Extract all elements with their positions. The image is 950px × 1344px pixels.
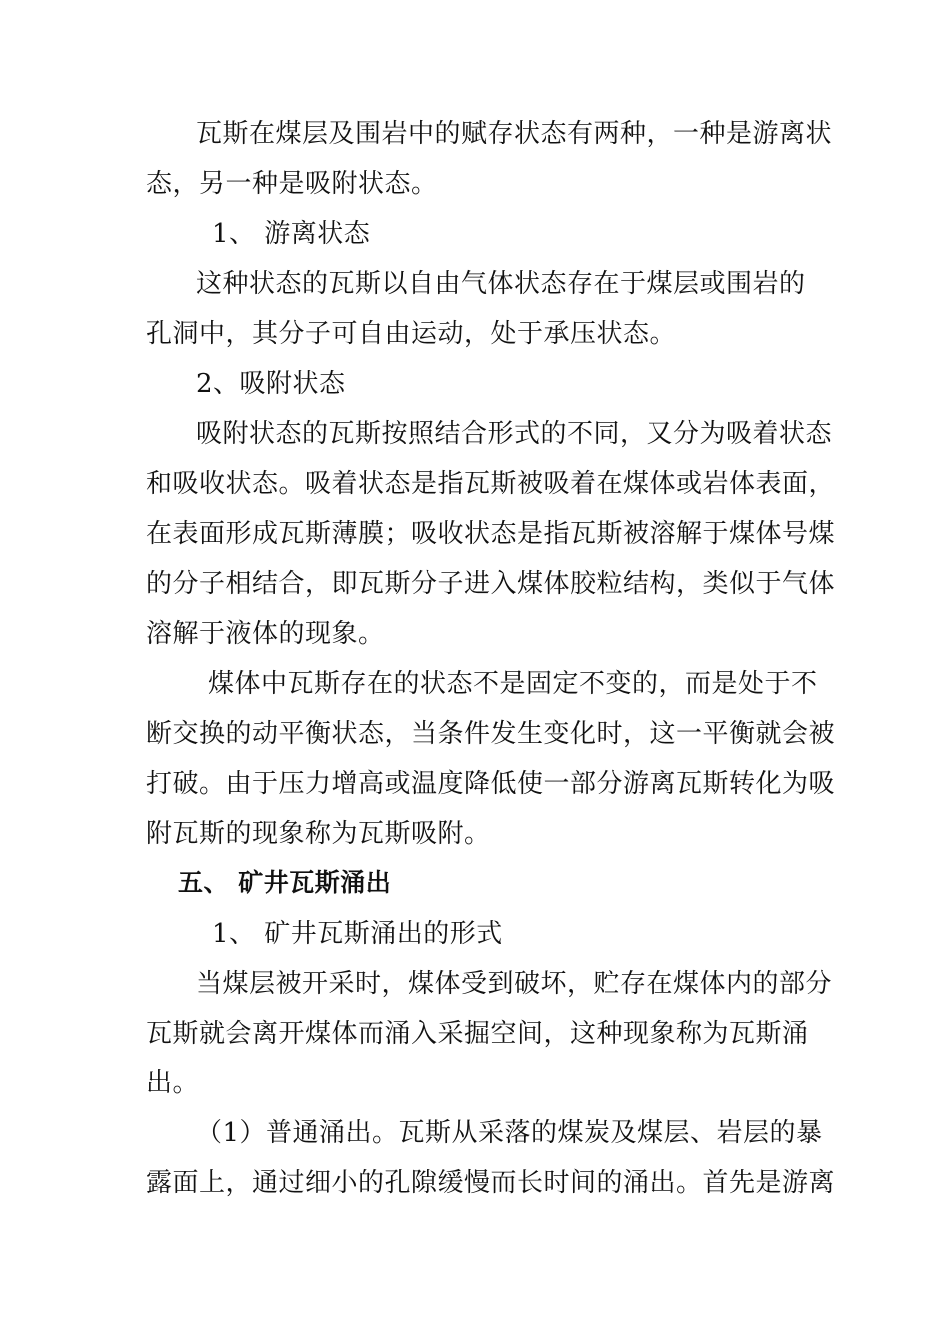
paragraph-line: 的分子相结合，即瓦斯分子进入煤体胶粒结构，类似于气体	[146, 569, 836, 599]
paragraph-line: 在表面形成瓦斯薄膜；吸收状态是指瓦斯被溶解于煤体号煤	[146, 519, 836, 549]
paragraph-line: 断交换的动平衡状态，当条件发生变化时，这一平衡就会被	[146, 719, 836, 749]
paragraph-line: 这种状态的瓦斯以自由气体状态存在于煤层或围岩的	[196, 269, 806, 299]
paragraph-line: （1）普通涌出。瓦斯从采落的煤炭及煤层、岩层的暴	[196, 1118, 823, 1148]
paragraph-line: 瓦斯在煤层及围岩中的赋存状态有两种，一种是游离状	[196, 119, 833, 149]
section-subheading: 1、 游离状态	[212, 219, 371, 249]
paragraph-line: 露面上，通过细小的孔隙缓慢而长时间的涌出。首先是游离	[146, 1168, 836, 1198]
paragraph-line: 孔洞中，其分子可自由运动，处于承压状态。	[146, 319, 677, 349]
paragraph-line: 态，另一种是吸附状态。	[146, 169, 438, 199]
paragraph-line: 煤体中瓦斯存在的状态不是固定不变的，而是处于不	[208, 669, 818, 699]
paragraph-line: 当煤层被开采时，煤体受到破坏，贮存在煤体内的部分	[196, 969, 833, 999]
section-subheading: 1、 矿井瓦斯涌出的形式	[212, 919, 503, 949]
paragraph-line: 瓦斯就会离开煤体而涌入采掘空间，这种现象称为瓦斯涌	[146, 1019, 809, 1049]
paragraph-line: 溶解于液体的现象。	[146, 619, 385, 649]
paragraph-line: 吸附状态的瓦斯按照结合形式的不同，又分为吸着状态	[196, 419, 833, 449]
section-heading: 五、 矿井瓦斯涌出	[178, 868, 392, 897]
paragraph-line: 出。	[146, 1068, 200, 1098]
paragraph-line: 附瓦斯的现象称为瓦斯吸附。	[146, 819, 491, 849]
section-subheading: 2、吸附状态	[196, 369, 346, 399]
paragraph-line: 打破。由于压力增高或温度降低使一部分游离瓦斯转化为吸	[146, 769, 836, 799]
paragraph-line: 和吸收状态。吸着状态是指瓦斯被吸着在煤体或岩体表面，	[146, 469, 836, 499]
